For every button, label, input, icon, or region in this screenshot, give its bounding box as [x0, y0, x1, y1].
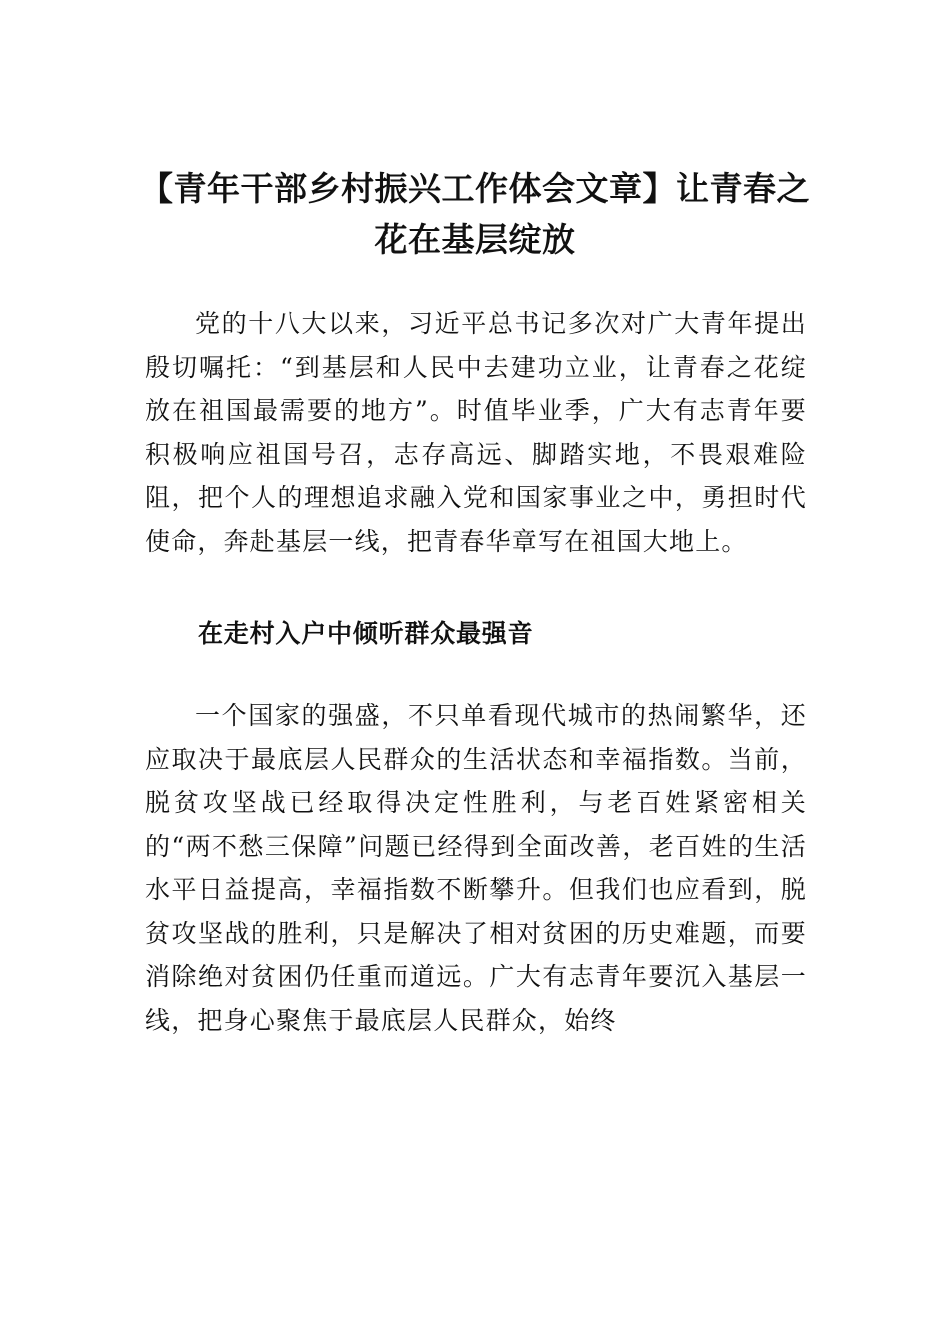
section-heading: 在走村入户中倾听群众最强音 — [198, 619, 534, 648]
body-paragraph: 一个国家的强盛，不只单看现代城市的热闹繁华，还应取决于最底层人民群众的生活状态和幸福指数。当前，脱贫攻坚战已经取得决定性胜利，与老百姓紧密相关的“两不愁三保障”问题已经得到全面改善，老百姓的生活水平日益提高，幸福指数不断攀升。但我们也应看到，脱贫攻坚战的胜利，只是解决了相对贫困的历史难题，而要消除绝对贫困仍任重而道远。广大有志青年要沉入基层一线，把身心聚焦于最底层人民群众，始终 — [145, 701, 807, 1035]
intro-paragraph: 党的十八大以来，习近平总书记多次对广大青年提出殷切嘱托：“到基层和人民中去建功立业，让青春之花绽放在祖国最需要的地方”。时值毕业季，广大有志青年要积极响应祖国号召，志存高远、脚踏实地，不畏艰难险阻，把个人的理想追求融入党和国家事业之中，勇担时代使命，奔赴基层一线，把青春华章写在祖国大地上。 — [145, 309, 807, 556]
article-title: 【青年干部乡村振兴工作体会文章】让青春之花在基层绽放 — [140, 169, 810, 259]
